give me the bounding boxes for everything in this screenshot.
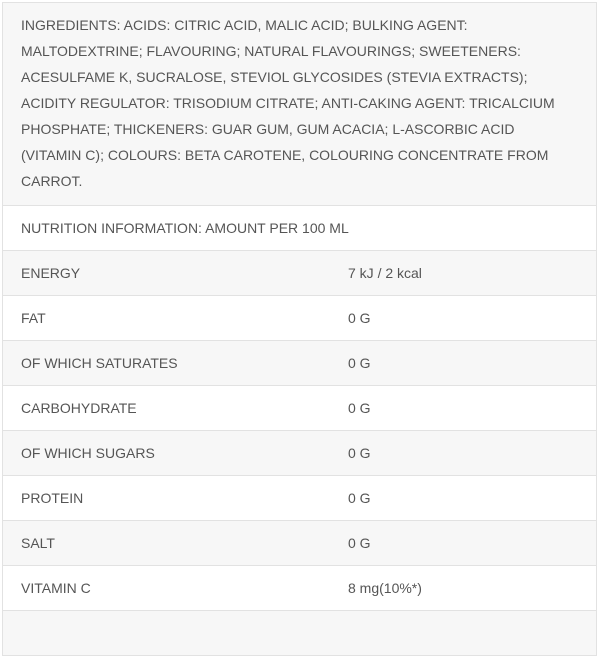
nutrient-label: ENERGY <box>21 265 81 281</box>
nutrient-value: 0 G <box>348 535 371 551</box>
nutrient-value: 0 G <box>348 310 371 326</box>
nutrient-label: OF WHICH SUGARS <box>21 445 155 461</box>
ingredients-row <box>3 3 596 206</box>
nutrient-value: 0 G <box>348 445 371 461</box>
table-row <box>3 386 596 431</box>
table-row <box>3 251 596 296</box>
table-row <box>3 521 596 566</box>
nutrient-label: PROTEIN <box>21 490 84 506</box>
nutrient-value: 7 kJ / 2 kcal <box>348 265 422 281</box>
nutrient-label: SALT <box>21 535 55 551</box>
nutrient-value: 0 G <box>348 355 371 371</box>
nutrient-value: 0 G <box>348 490 371 506</box>
nutrient-label: CARBOHYDRATE <box>21 400 137 416</box>
table-row <box>3 476 596 521</box>
ingredients-text: INGREDIENTS: ACIDS: CITRIC ACID, MALIC ACID; BULKING AGENT: MALTODEXTRINE; FLAVOURING; NATURAL FLAVOURINGS; SWEETENERS: ACESULFAME K, SUCRALOSE, STEVIOL GLYCOSIDES (STEVIA EXTRACTS); ACIDITY REGULATOR: TRISODIUM CITRATE; ANTI-CAKING AGENT: TRICALCIUM PHOSPHATE; THICKENERS: GUAR GUM, GUM ACACIA; L-ASCORBIC ACID (VITAMIN C); COLOURS: BETA CAROTENE, COLOURING CONCENTRATE FROM CARROT. <box>21 17 555 189</box>
table-row <box>3 566 596 611</box>
nutrient-label: VITAMIN C <box>21 580 91 596</box>
nutrition-heading-row <box>3 206 596 251</box>
table-row <box>3 296 596 341</box>
table-row <box>3 341 596 386</box>
table-row <box>3 431 596 476</box>
nutrient-label: FAT <box>21 310 46 326</box>
nutrient-label: OF WHICH SATURATES <box>21 355 178 371</box>
nutrient-value: 0 G <box>348 400 371 416</box>
nutrition-heading: NUTRITION INFORMATION: AMOUNT PER 100 ML <box>21 220 349 236</box>
table-row-empty <box>3 611 596 656</box>
product-info-table <box>2 2 597 656</box>
nutrient-value: 8 mg(10%*) <box>348 580 422 596</box>
